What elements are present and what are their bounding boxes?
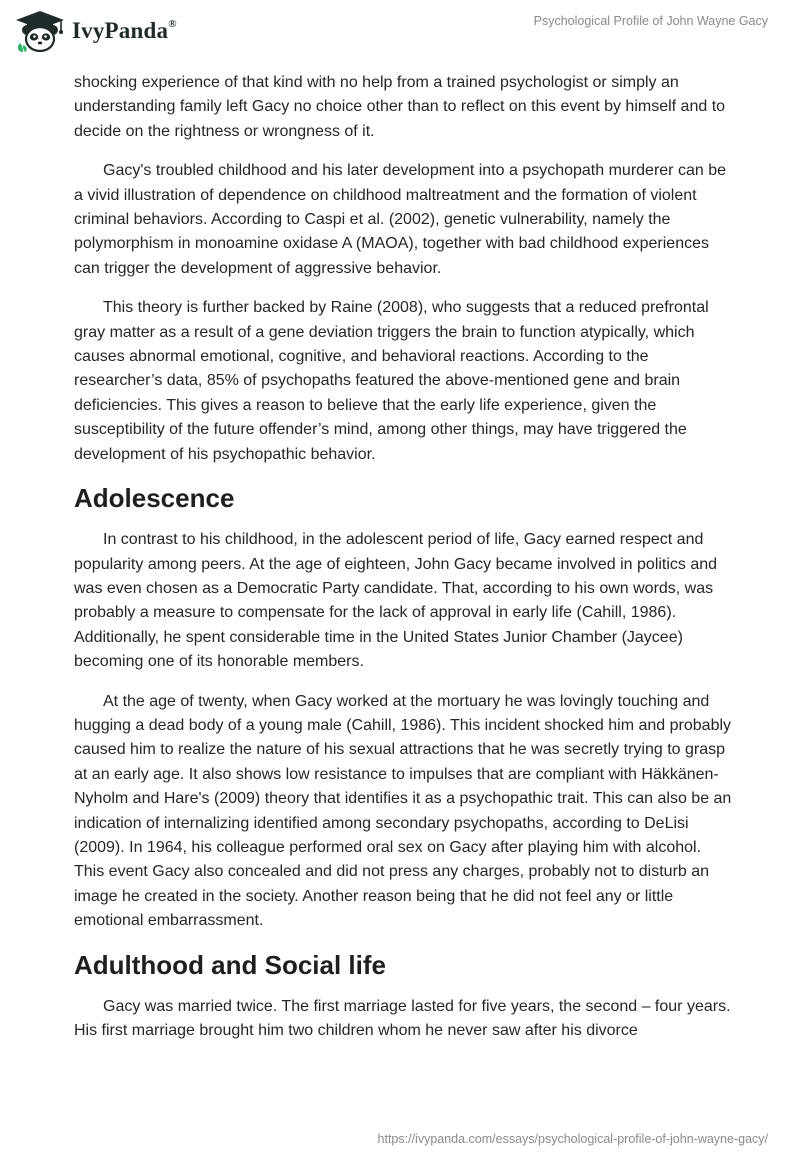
panda-graduate-icon: [14, 9, 66, 53]
paragraph-1: shocking experience of that kind with no help from a trained psychologist or simply an understanding family left Gacy no choice other than to reflect on this event by himself and to decide on the rightness or wrongness of it.: [74, 74, 726, 140]
paragraph-6: Gacy was married twice. The first marriage lasted for five years, the second – four years. His first marriage brought him two children whom he never saw after his divorce: [74, 997, 731, 1039]
essay-body: [74, 71, 734, 1058]
paragraph-2: Gacy's troubled childhood and his later development into a psychopath murderer can be a vivid illustration of dependence on childhood maltreatment and the formation of violent criminal behaviors. According to Caspi et al. (2002), genetic vulnerability, namely the polymorphism in monoamine oxidase A (MAOA), together with bad childhood experiences can trigger the development of aggressive behavior.: [74, 162, 726, 277]
trademark: ®: [168, 18, 177, 31]
source-url[interactable]: https://ivypanda.com/essays/psychological-profile-of-john-wayne-gacy/: [377, 1132, 768, 1146]
heading-adulthood: Adulthood and Social life: [74, 949, 386, 980]
paragraph-5: At the age of twenty, when Gacy worked at the mortuary he was lovingly touching and hugging a dead body of a young male (Cahill, 1986). This incident shocked him and probably caused him to realize the nature of his sexual attractions that he was secretly trying to grasp at an early age. It also shows low resistance to impulses that are compliant with Häkkänen-Nyholm and Hare's (2009) theory that identifies it as a psychopathic trait. This can also be an indication of internalizing identified among secondary psychopaths, according to DeLisi (2009). In 1964, his colleague performed oral sex on Gacy after playing him with alcohol. This event Gacy also concealed and did not press any charges, probably not to disturb an image he created in the society. Another reason being that he did not feel any or little emotional embarrassment.: [74, 692, 732, 930]
document-title: Psychological Profile of John Wayne Gacy: [533, 14, 768, 28]
page-header: [0, 0, 800, 70]
paragraph-4: In contrast to his childhood, in the adolescent period of life, Gacy earned respect and popularity among peers. At the age of eighteen, John Gacy became involved in politics and was even chosen as a Democratic Party candidate. That, according to his own words, was probably a measure to compensate for the lack of approval in early life (Cahill, 1986). Additionally, he spent considerable time in the United States Junior Chamber (Jaycee) becoming one of its honorable members.: [74, 531, 718, 671]
heading-adolescence: Adolescence: [74, 483, 235, 514]
brand-name: IvyPanda®: [72, 18, 177, 43]
paragraph-3: This theory is further backed by Raine (2008), who suggests that a reduced prefrontal gray matter as a result of a gene deviation triggers the brain to function atypically, which causes abnormal emotional, cognitive, and behavioral reactions. According to the researcher’s data, 85% of psychopaths featured the above-mentioned gene and brain deficiencies. This gives a reason to believe that the early life experience, given the susceptibility of the future offender’s mind, among other things, may have triggered the development of his psychopathic behavior.: [74, 299, 709, 463]
brand-logo[interactable]: [14, 9, 177, 53]
